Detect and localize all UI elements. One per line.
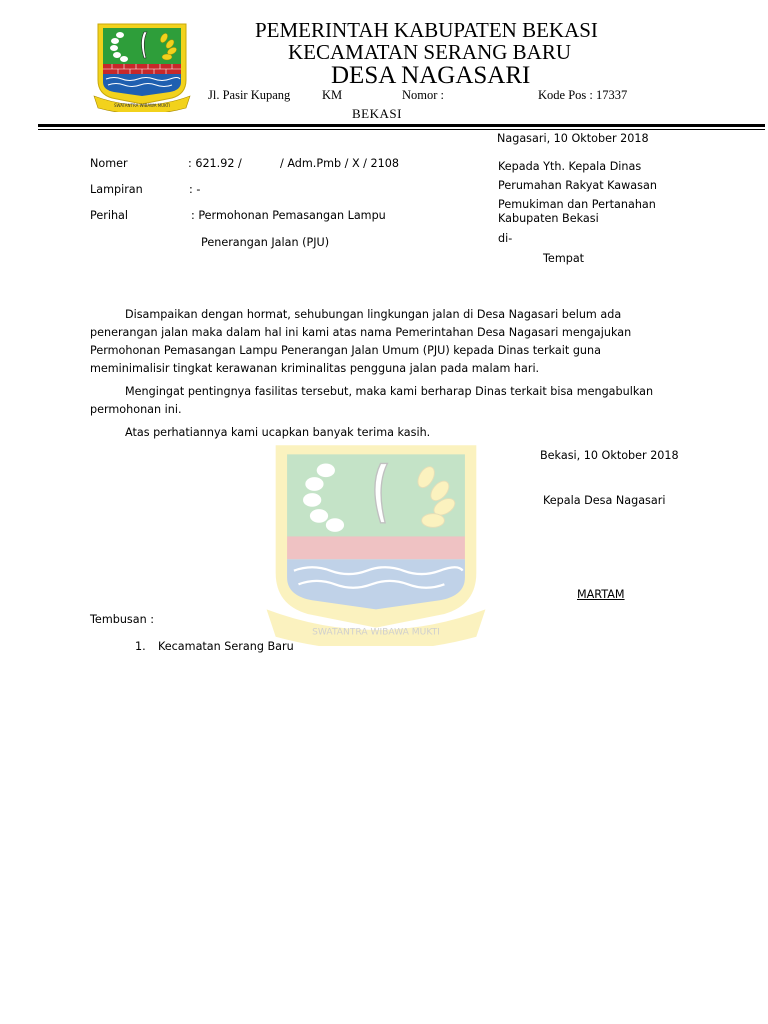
body-paragraph-2 (90, 383, 665, 419)
tembusan-item-number: 1. (135, 640, 146, 653)
nomer-value-part1: : 621.92 / (188, 157, 242, 170)
recipient-line5: di- (498, 232, 513, 245)
header-divider-thin (38, 129, 765, 130)
watermark-logo (262, 436, 490, 646)
body-paragraph-1-text: Disampaikan dengan hormat, sehubungan lingkungan jalan di Desa Nagasari belum ada penerangan jalan maka dalam hal ini kami atas nama Pemerintahan Desa Nagasari mengajukan Permohonan Pemasangan Lampu Penerangan Jalan Umum (PJU) kepada Dinas terkait guna meminimalisir tingkat kerawanan kriminalitas pengguna jalan pada malam hari. (90, 308, 632, 375)
signature-title: Kepala Desa Nagasari (543, 494, 666, 507)
letter-date: Nagasari, 10 Oktober 2018 (497, 132, 649, 145)
address-nomor: Nomor : (402, 88, 445, 102)
regency-logo (92, 20, 192, 112)
body-paragraph-3: Atas perhatiannya kami ucapkan banyak terima kasih. (125, 426, 431, 439)
tembusan-item-text: Kecamatan Serang Baru (158, 640, 294, 653)
nomer-label: Nomer (90, 157, 128, 170)
address-street: Jl. Pasir Kupang (208, 88, 291, 102)
body-paragraph-2-text: Mengingat pentingnya fasilitas tersebut, maka kami berharap Dinas terkait bisa mengabulkan permohonan ini. (90, 385, 654, 416)
perihal-value-line1: : Permohonan Pemasangan Lampu (191, 209, 386, 222)
body-paragraph-1 (90, 306, 665, 378)
recipient-line6: Tempat (543, 252, 585, 265)
header-city: BEKASI (352, 106, 402, 121)
address-postal-code: Kode Pos : 17337 (538, 88, 628, 102)
perihal-value-line2: Penerangan Jalan (PJU) (201, 236, 330, 249)
header-government: PEMERINTAH KABUPATEN BEKASI (255, 18, 598, 42)
header-village: DESA NAGASARI (331, 62, 531, 89)
address-km: KM (322, 88, 343, 102)
header-district: KECAMATAN SERANG BARU (288, 40, 572, 64)
svg-text:SWATANTRA WIBAWA MUKTI: SWATANTRA WIBAWA MUKTI (113, 103, 171, 108)
recipient-line1: Kepada Yth. Kepala Dinas (498, 160, 642, 173)
recipient-line4: Kabupaten Bekasi (498, 212, 599, 225)
perihal-label: Perihal (90, 209, 128, 222)
tembusan-label: Tembusan : (90, 613, 155, 626)
lampiran-label: Lampiran (90, 183, 143, 196)
recipient-line2: Perumahan Rakyat Kawasan (498, 179, 657, 192)
svg-text:SWATANTRA WIBAWA MUKTI: SWATANTRA WIBAWA MUKTI (312, 627, 440, 638)
signature-name: MARTAM (577, 588, 625, 601)
lampiran-value: : - (189, 183, 201, 196)
nomer-value-part2: / Adm.Pmb / X / 2108 (280, 157, 399, 170)
header-divider-thick (38, 124, 765, 127)
signature-date: Bekasi, 10 Oktober 2018 (540, 449, 679, 462)
recipient-line3: Pemukiman dan Pertanahan (498, 198, 656, 211)
